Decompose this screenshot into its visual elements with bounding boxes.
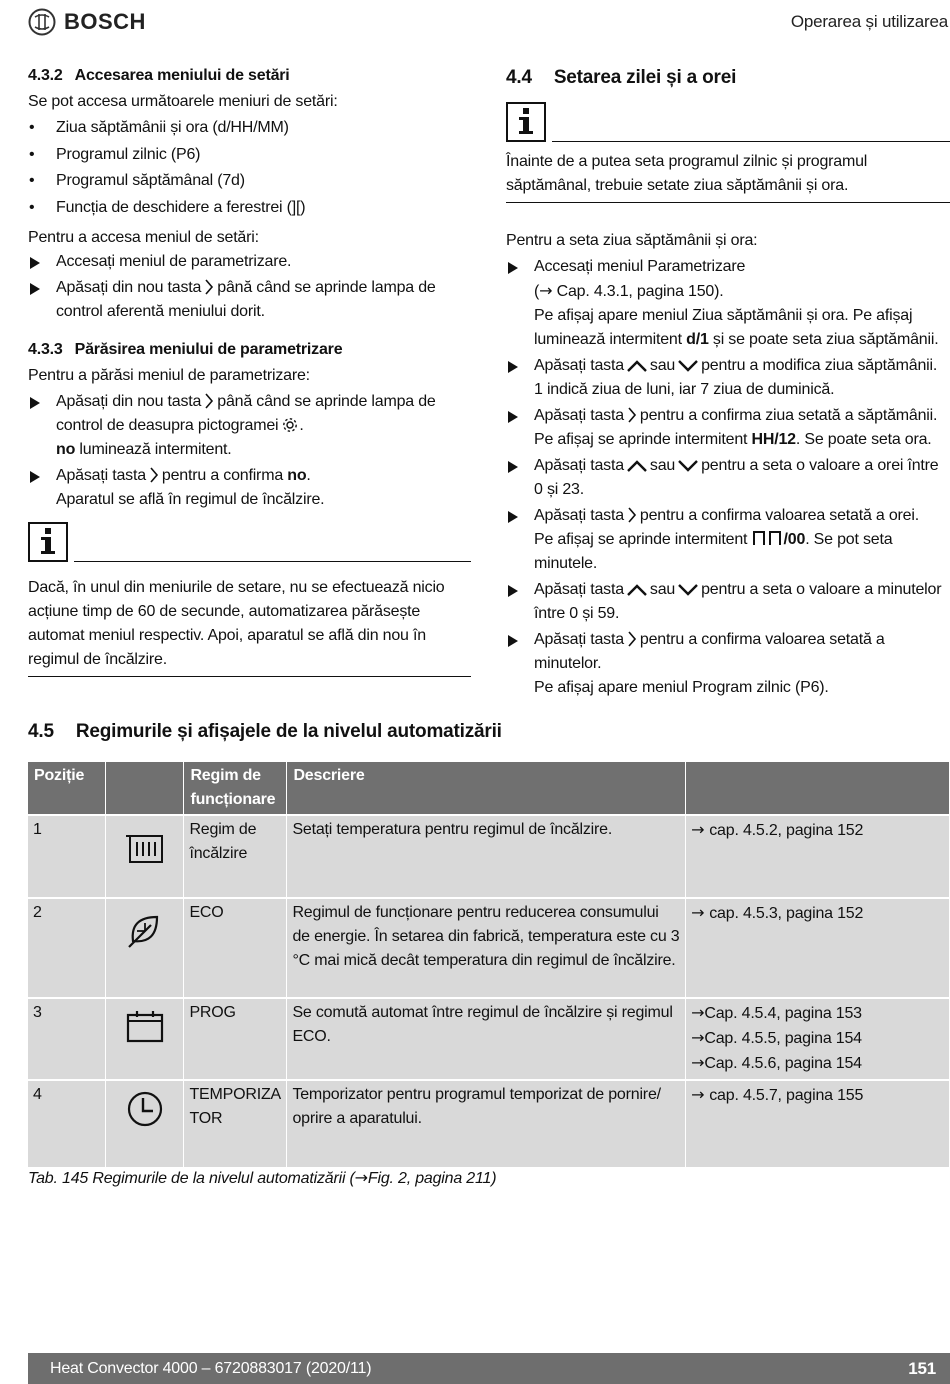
step-list bbox=[28, 250, 471, 324]
up-key-icon bbox=[626, 459, 648, 473]
list-item: • Programul săptămânal (7d) bbox=[28, 169, 471, 193]
section-title: Operarea și utilizarea bbox=[790, 12, 948, 31]
mode-cell: Regim de încălzire bbox=[184, 815, 287, 898]
position-cell: 4 bbox=[28, 1080, 106, 1167]
step-item: Apăsați din nou tasta până când se aprinde lampa de control aferentă meniului dorit. bbox=[28, 276, 471, 324]
lead-text: Pentru a accesa meniul de setări: bbox=[28, 228, 259, 246]
step-item: Apăsați tasta sau pentru a seta o valoare a minutelor între 0 și 59. bbox=[506, 578, 950, 626]
right-column bbox=[506, 64, 950, 702]
program-icon bbox=[125, 1007, 165, 1047]
step-list bbox=[506, 255, 950, 700]
up-key-icon bbox=[626, 359, 648, 373]
step-item: Accesați meniul Parametrizare (→ Cap. 4.3.1, pagina 150). Pe afișaj apare meniul Ziua săptămânii și ora. Pe afișaj luminează intermitent d/1 și se poate seta ziua săptămânii. bbox=[506, 255, 950, 352]
heading-4-3-3: 4.3.3 Părăsirea meniului de parametrizare bbox=[28, 340, 343, 358]
heading-4-5: 4.5 Regimurile și afișajele de la nivelul automatizării bbox=[28, 721, 502, 742]
right-key-icon bbox=[627, 507, 637, 523]
step-item: Apăsați tasta sau pentru a modifica ziua săptămânii. 1 indică ziua de luni, iar 7 ziua de duminică. bbox=[506, 354, 950, 402]
lead-text: Pentru a părăsi meniul de parametrizare: bbox=[28, 366, 310, 384]
page-footer bbox=[28, 1353, 950, 1384]
settings-menu-list bbox=[28, 116, 471, 220]
down-key-icon bbox=[677, 459, 699, 473]
step-item: Apăsați tasta pentru a confirma valoarea setată a orei. Pe afișaj se aprinde intermitent /00. Se pot seta minutele. bbox=[506, 504, 950, 576]
reference-cell: →Cap. 4.5.4, pagina 153 →Cap. 4.5.5, pagina 154 →Cap. 4.5.6, pagina 154 bbox=[686, 998, 950, 1080]
gear-icon bbox=[281, 416, 299, 434]
table-caption: Tab. 145 Regimurile de la nivelul automatizării (→Fig. 2, pagina 211) bbox=[28, 1168, 497, 1187]
left-column bbox=[28, 64, 471, 677]
position-cell: 2 bbox=[28, 898, 106, 998]
info-text: Dacă, în unul din meniurile de setare, nu se efectuează nicio acțiune timp de 60 de secunde, automatizarea părăsește automat meniul respectiv. Apoi, aparatul se află din nou în regimul de încălzire. bbox=[28, 562, 471, 677]
icon-cell bbox=[106, 815, 184, 898]
reference-cell: → cap. 4.5.2, pagina 152 bbox=[686, 815, 950, 898]
mode-cell: PROG bbox=[184, 998, 287, 1080]
description-cell: Se comută automat între regimul de încălzire și regimul ECO. bbox=[287, 998, 686, 1080]
column-header: Regim de funcționare bbox=[184, 762, 287, 815]
table-row bbox=[28, 898, 950, 998]
step-item: Apăsați tasta pentru a confirma ziua setată a săptămânii. Pe afișaj se aprinde intermitent HH/12. Se poate seta ora. bbox=[506, 404, 950, 452]
heading-4-4: 4.4 Setarea zilei și a orei bbox=[506, 67, 737, 88]
step-item: Apăsați tasta pentru a confirma valoarea setată a minutelor. Pe afișaj apare meniul Program zilnic (P6). bbox=[506, 628, 950, 700]
position-cell: 1 bbox=[28, 815, 106, 898]
right-key-icon bbox=[204, 393, 214, 409]
divider bbox=[552, 141, 950, 142]
down-key-icon bbox=[677, 583, 699, 597]
icon-cell bbox=[106, 898, 184, 998]
info-note bbox=[506, 102, 950, 142]
arrow-icon: → bbox=[539, 281, 553, 300]
mode-cell: TEMPORIZA TOR bbox=[184, 1080, 287, 1167]
segment-display-icon bbox=[752, 530, 784, 546]
brand-name: BOSCH bbox=[64, 9, 146, 34]
mode-cell: ECO bbox=[184, 898, 287, 998]
column-header: Descriere bbox=[287, 762, 686, 815]
description-cell: Regimul de funcționare pentru reducerea consumului de energie. În setarea din fabrică, temperatura este cu 3 °C mai mică decât temperatura din regimul de încălzire. bbox=[287, 898, 686, 998]
up-key-icon bbox=[626, 583, 648, 597]
right-key-icon bbox=[627, 407, 637, 423]
table-row bbox=[28, 815, 950, 898]
description-cell: Setați temperatura pentru regimul de încălzire. bbox=[287, 815, 686, 898]
right-key-icon bbox=[627, 631, 637, 647]
eco-leaf-icon bbox=[125, 911, 165, 951]
info-icon bbox=[506, 102, 546, 142]
page-number: 151 bbox=[908, 1358, 936, 1378]
info-text: Înainte de a putea seta programul zilnic și programul săptămânal, trebuie setate ziua săptămânii și ora. bbox=[506, 142, 950, 203]
bosch-logo bbox=[28, 7, 168, 37]
bosch-armature-icon bbox=[28, 8, 56, 36]
heading-4-3-2: 4.3.2 Accesarea meniului de setări bbox=[28, 67, 290, 84]
clock-icon bbox=[125, 1089, 165, 1129]
reference-cell: → cap. 4.5.3, pagina 152 bbox=[686, 898, 950, 998]
right-key-icon bbox=[149, 467, 159, 483]
info-icon bbox=[28, 522, 68, 562]
step-list bbox=[28, 390, 471, 512]
column-header: Poziție bbox=[28, 762, 106, 815]
step-item: Accesați meniul de parametrizare. bbox=[28, 250, 471, 274]
icon-cell bbox=[106, 1080, 184, 1167]
column-header bbox=[106, 762, 184, 815]
reference-cell: → cap. 4.5.7, pagina 155 bbox=[686, 1080, 950, 1167]
list-item: • Programul zilnic (P6) bbox=[28, 143, 471, 167]
right-key-icon bbox=[204, 279, 214, 295]
table-header-row bbox=[28, 762, 950, 815]
lead-text: Pentru a seta ziua săptămânii și ora: bbox=[506, 232, 758, 249]
step-item: Apăsați tasta sau pentru a seta o valoare a orei între 0 și 23. bbox=[506, 454, 950, 502]
icon-cell bbox=[106, 998, 184, 1080]
intro-text: Se pot accesa următoarele meniuri de setări: bbox=[28, 93, 338, 110]
divider bbox=[74, 561, 471, 562]
radiator-icon bbox=[125, 828, 165, 868]
info-note bbox=[28, 522, 471, 562]
down-key-icon bbox=[677, 359, 699, 373]
list-item: • Ziua săptămânii și ora (d/HH/MM) bbox=[28, 116, 471, 140]
position-cell: 3 bbox=[28, 998, 106, 1080]
step-item: Apăsați tasta pentru a confirma no. Aparatul se află în regimul de încălzire. bbox=[28, 464, 471, 512]
table-row bbox=[28, 1080, 950, 1167]
modes-table bbox=[28, 762, 950, 1167]
description-cell: Temporizator pentru programul temporizat de pornire/ oprire a aparatului. bbox=[287, 1080, 686, 1167]
list-item: • Funcția de deschidere a ferestrei (][) bbox=[28, 196, 471, 220]
table-row bbox=[28, 998, 950, 1080]
column-header bbox=[686, 762, 950, 815]
step-item: Apăsați din nou tasta până când se aprinde lampa de control de deasupra pictogramei . no luminează intermitent. bbox=[28, 390, 471, 462]
document-id: Heat Convector 4000 – 6720883017 (2020/11) bbox=[50, 1359, 372, 1377]
